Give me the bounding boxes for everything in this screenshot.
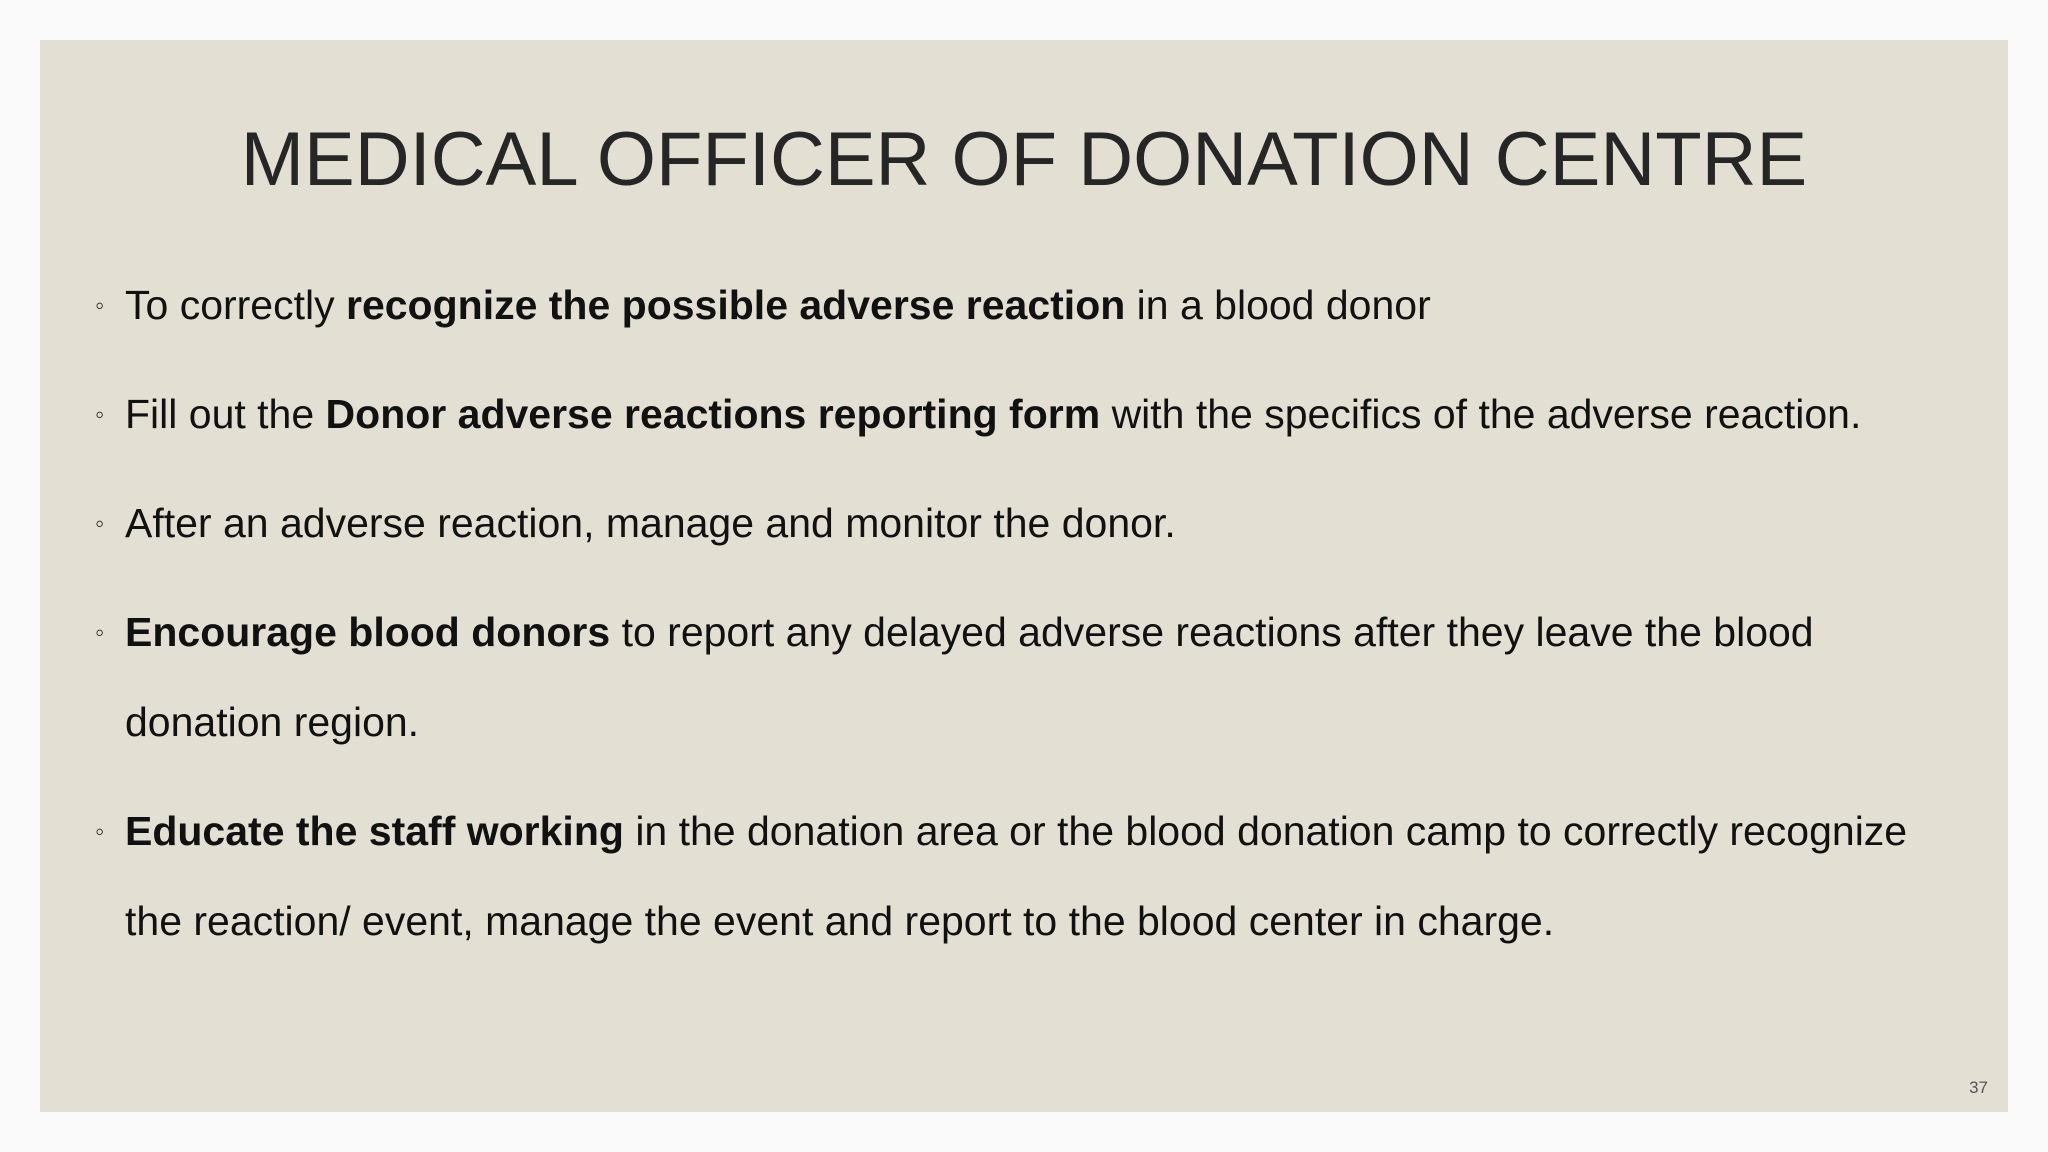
bullet-item	[95, 587, 1995, 767]
bullet-text: to report any delayed adverse reactions after they leave the blood	[610, 609, 1814, 655]
slide	[40, 40, 2008, 1112]
bullet-item	[95, 260, 1995, 350]
bullet-bold-text: Donor adverse reactions reporting form	[325, 391, 1101, 437]
page-number: 37	[1969, 1078, 1988, 1097]
bullet-text: To correctly	[125, 282, 346, 328]
bullet-text: After an adverse reaction, manage and monitor the donor.	[125, 500, 1176, 546]
bullet-circle-icon: ◦	[95, 508, 105, 538]
slide-title: MEDICAL OFFICER OF DONATION CENTRE	[240, 117, 1808, 202]
bullet-bold-text: Encourage blood donors	[125, 609, 611, 655]
bullet-text-continued: the reaction/ event, manage the event and report to the blood center in charge.	[125, 898, 1555, 944]
bullet-item	[95, 478, 1995, 568]
bullet-circle-icon: ◦	[95, 816, 105, 846]
bullet-item	[95, 369, 1995, 459]
bullet-bold-text: Educate the staff working	[125, 808, 624, 854]
bullet-text: with the specifics of the adverse reaction.	[1100, 391, 1862, 437]
bullet-circle-icon: ◦	[95, 399, 105, 429]
bullet-item	[95, 786, 1995, 966]
bullet-text: Fill out the	[125, 391, 326, 437]
bullet-text: in the donation area or the blood donation camp to correctly recognize	[623, 808, 1908, 854]
bullet-text-continued: donation region.	[125, 699, 420, 745]
bullet-bold-text: recognize the possible adverse reaction	[346, 282, 1126, 328]
bullet-circle-icon: ◦	[95, 290, 105, 320]
bullet-circle-icon: ◦	[95, 617, 105, 647]
bullet-list	[95, 260, 1995, 985]
bullet-text: in a blood donor	[1125, 282, 1431, 328]
